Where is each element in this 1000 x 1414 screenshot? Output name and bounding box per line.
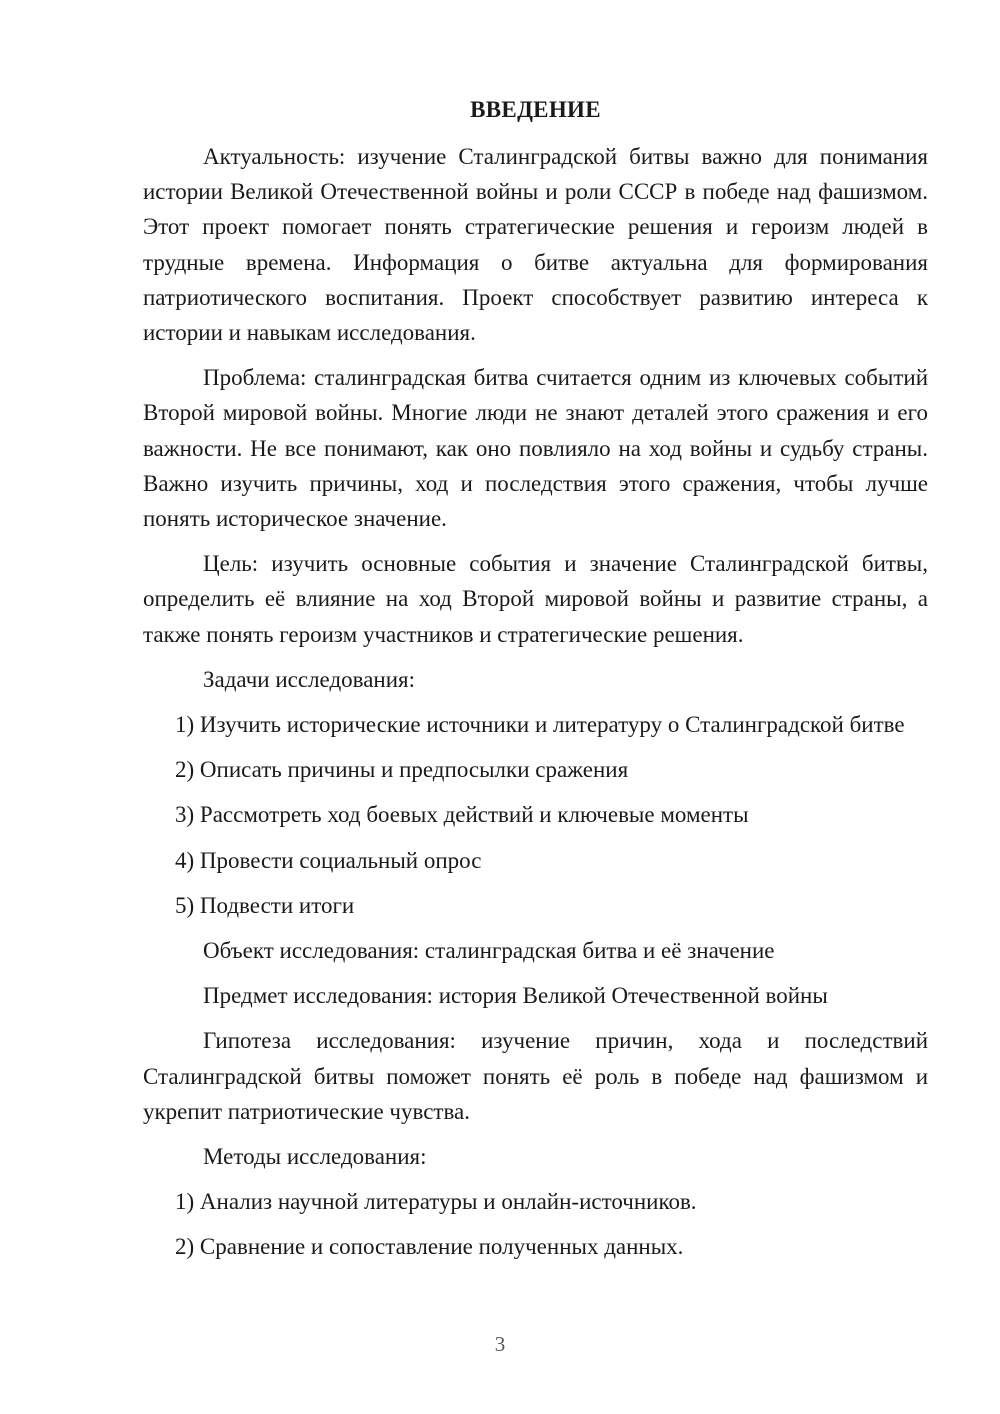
document-page bbox=[143, 92, 928, 1275]
task-item-1: 1) Изучить исторические источники и литературу о Сталинградской битве bbox=[175, 712, 905, 738]
goal-paragraph: Цель: изучить основные события и значение Сталинградской битвы, определить её влияние на ход Второй мировой войны и развитие страны, а также понять героизм участников и стратегические решения. bbox=[143, 551, 928, 647]
task-item-5: 5) Подвести итоги bbox=[175, 892, 355, 918]
method-item-2: 2) Сравнение и сопоставление полученных данных. bbox=[175, 1234, 684, 1260]
relevance-paragraph: Актуальность: изучение Сталинградской битвы важно для понимания истории Великой Отечественной войны и роли СССР в победе над фашизмом. Этот проект помогает понять стратегические решения и героизм людей в трудные времена. Информация о битве актуальна для формирования патриотического воспитания. Проект способствует развитию интереса к истории и навыкам исследования. bbox=[143, 144, 928, 346]
object-paragraph: Объект исследования: сталинградская битва и её значение bbox=[203, 938, 775, 964]
hypothesis-paragraph: Гипотеза исследования: изучение причин, хода и последствий Сталинградской битвы поможет понять её роль в победе над фашизмом и укрепит патриотические чувства. bbox=[143, 1028, 928, 1124]
task-item-4: 4) Провести социальный опрос bbox=[175, 847, 482, 873]
methods-heading: Методы исследования: bbox=[203, 1144, 427, 1170]
task-item-2: 2) Описать причины и предпосылки сражения bbox=[175, 757, 629, 783]
method-item-1: 1) Анализ научной литературы и онлайн-источников. bbox=[175, 1189, 697, 1215]
subject-paragraph: Предмет исследования: история Великой Отечественной войны bbox=[203, 983, 828, 1009]
problem-paragraph: Проблема: сталинградская битва считается одним из ключевых событий Второй мировой войны. Многие люди не знают деталей этого сражения и его важности. Не все понимают, как оно повлияло на ход войны и судьбу страны. Важно изучить причины, ход и последствия этого сражения, чтобы лучше понять историческое значение. bbox=[143, 365, 928, 532]
task-item-3: 3) Рассмотреть ход боевых действий и ключевые моменты bbox=[175, 802, 749, 828]
page-number: 3 bbox=[494, 1332, 506, 1356]
page-title: ВВЕДЕНИЕ bbox=[470, 97, 601, 122]
tasks-heading: Задачи исследования: bbox=[203, 666, 416, 692]
